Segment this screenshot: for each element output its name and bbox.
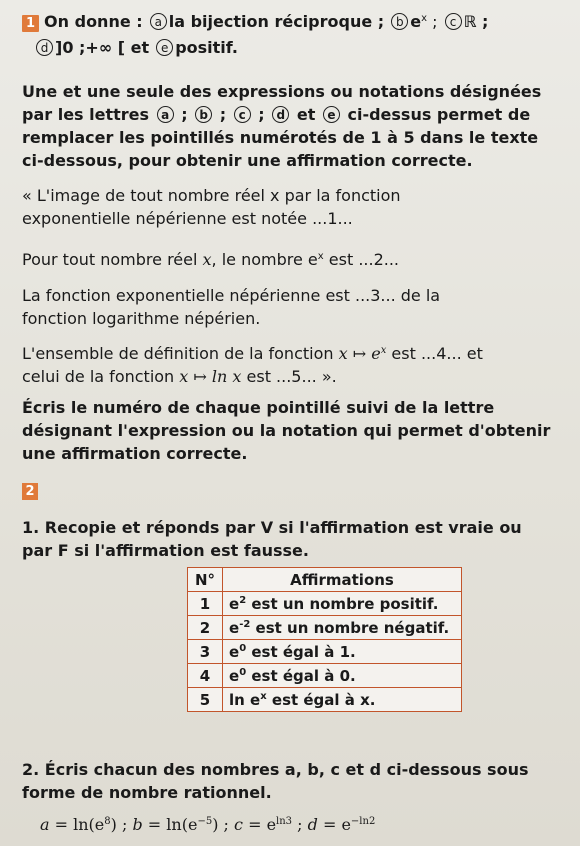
option-e-marker: e: [156, 39, 173, 56]
row-affirmation: $e^{-2}$ est un nombre négatif.: [223, 616, 462, 640]
col-affirmations-header: Affirmations: [223, 568, 462, 592]
instr-line-1: Une et une seule des expressions ou notations désignées: [22, 82, 542, 101]
instr-line-2b: ci-dessus permet de: [347, 105, 531, 124]
formula-c-var: c: [234, 815, 243, 834]
final-line-1: Écris le numéro de chaque pointillé suivi de la lettre: [22, 398, 495, 417]
map-ln: x ↦ ln x: [179, 367, 242, 386]
row-number: 5: [188, 688, 223, 712]
formula-d-var: d: [307, 815, 318, 834]
formula-b-var: b: [132, 815, 143, 834]
exercise-2-number: 2: [22, 483, 38, 500]
option-c-text: ℝ ;: [463, 12, 489, 31]
blank-text-2: [22, 248, 570, 271]
ref-c-marker: c: [234, 106, 251, 123]
blank3-line1: La fonction exponentielle népérienne est ...3... de la: [22, 286, 441, 305]
blank-text-3: [22, 284, 570, 330]
blank2-b: , le nombre e: [211, 250, 318, 269]
instr-line-2: par les lettres a ; b ; c ; d et e ci-dessus permet de: [22, 105, 531, 124]
var-x: x: [202, 250, 212, 269]
formula-a-expr: = ln(e: [49, 815, 105, 834]
blank4-line1: [22, 342, 570, 365]
ex2-q2-line1: 2. Écris chacun des nombres a, b, c et d ci-dessous sous: [22, 760, 529, 779]
blank5-a: celui de la fonction: [22, 367, 175, 386]
blank2-exp: x: [317, 251, 324, 262]
ex1-final-instruction: [22, 396, 570, 465]
table-row: [188, 688, 462, 712]
formula-line: $a = \ln(e^8)$ ; $b = \ln(e^{-5})$ ; $c = e^{ln3}$ ; $d = e^{-ln2}$: [40, 815, 376, 834]
row-number: 4: [188, 664, 223, 688]
blank4-a: L'ensemble de définition de la fonction: [22, 344, 334, 363]
map-exp: x ↦ $e^x$: [338, 344, 387, 363]
row-affirmation: $e^2$ est un nombre positif.: [223, 592, 462, 616]
ex1-instructions: [22, 80, 570, 172]
instr-line-2a: par les lettres: [22, 105, 150, 124]
row-affirmation: $\ln e^x$ est égal à x.: [223, 688, 462, 712]
blank5-line: [22, 365, 570, 388]
final-line-2: désignant l'expression ou la notation qui permet d'obtenir: [22, 421, 551, 440]
option-b-exponent: x: [421, 13, 428, 24]
col-number-header: N°: [188, 568, 223, 592]
ex2-q1-line1: 1. Recopie et réponds par V si l'affirmation est vraie ou: [22, 518, 522, 537]
ex2-question-1: [22, 516, 570, 562]
ex1-line2: [34, 36, 570, 59]
row-number: 3: [188, 640, 223, 664]
option-b-text: e: [410, 12, 422, 31]
blank1-line1: « L'image de tout nombre réel x par la fonction: [22, 186, 401, 205]
blank2-a: Pour tout nombre réel: [22, 250, 198, 269]
blank-text-1: [22, 184, 570, 230]
table-row: [188, 640, 462, 664]
blank1-line2: exponentielle népérienne est notée ...1...: [22, 209, 353, 228]
formula-c-expr: = e: [242, 815, 277, 834]
affirmations-table: [187, 567, 462, 712]
ex2-q2-line2: forme de nombre rationnel.: [22, 783, 272, 802]
blank4-b: est ...4... et: [386, 344, 483, 363]
formula-a-var: a: [40, 815, 50, 834]
option-a-text: la bijection réciproque ;: [168, 12, 385, 31]
option-b-marker: b: [391, 13, 408, 30]
ref-a-marker: a: [157, 106, 174, 123]
row-affirmation: $e^0$ est égal à 1.: [223, 640, 462, 664]
ex2-q1-line2: par F si l'affirmation est fausse.: [22, 541, 309, 560]
ex1-line1: 1 On donne : a la bijection réciproque ; b $e^x$ ; c ℝ ;: [22, 10, 570, 33]
blank3-line2: fonction logarithme népérien.: [22, 309, 261, 328]
row-number: 1: [188, 592, 223, 616]
row-affirmation: $e^0$ est égal à 0.: [223, 664, 462, 688]
ref-b-marker: b: [195, 106, 212, 123]
ex2-question-2: [22, 758, 570, 804]
given-label: On donne :: [44, 12, 143, 31]
option-e-text: positif.: [175, 38, 238, 57]
table-row: [188, 592, 462, 616]
option-c-marker: c: [445, 13, 462, 30]
blank-text-4: [22, 342, 570, 388]
final-line-3: une affirmation correcte.: [22, 444, 248, 463]
formula-b-expr: = ln(e: [142, 815, 198, 834]
option-a-marker: a: [150, 13, 167, 30]
blank5-b: est ...5... ».: [241, 367, 337, 386]
table-header-row: [188, 568, 462, 592]
ref-e-marker: e: [323, 106, 340, 123]
exercise-1-number: 1: [22, 15, 39, 32]
instr-line-3: remplacer les pointillés numérotés de 1 à 5 dans le texte: [22, 128, 539, 147]
instr-line-4: ci-dessous, pour obtenir une affirmation correcte.: [22, 151, 473, 170]
table-row: [188, 664, 462, 688]
formula-d-expr: = e: [317, 815, 351, 834]
row-number: 2: [188, 616, 223, 640]
option-d-text: ]0 ;+∞ [ et: [55, 38, 150, 57]
table-row: [188, 616, 462, 640]
ref-d-marker: d: [272, 106, 289, 123]
blank2-c: est ...2...: [323, 250, 400, 269]
option-d-marker: d: [36, 39, 53, 56]
exercise-2-header: [22, 480, 38, 500]
